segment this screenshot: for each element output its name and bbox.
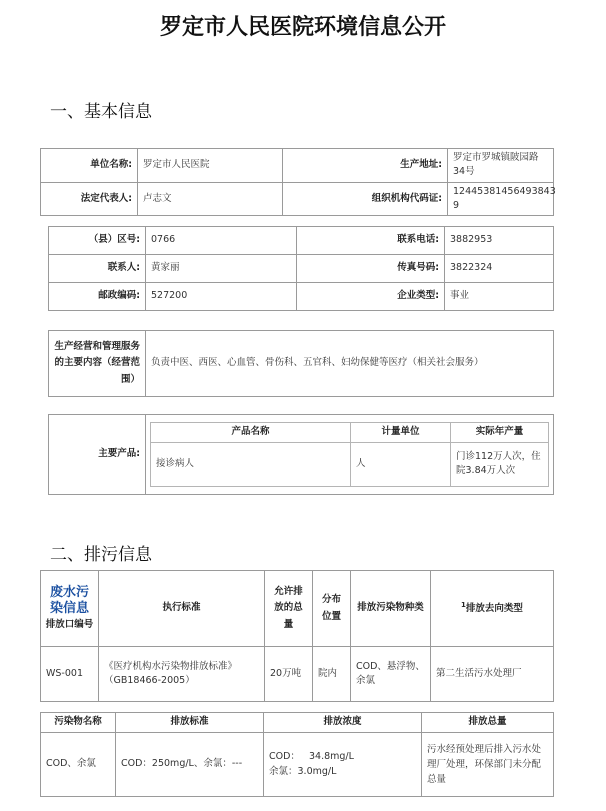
- unit-info-table: [40, 148, 554, 216]
- legal-rep-value: 卢志文: [138, 182, 283, 216]
- address-label: 生产地址:: [283, 149, 448, 183]
- emission-standard-cell: COD：250mg/L、余氯：---: [116, 733, 264, 797]
- discharge-destination-header-cell: [431, 571, 554, 647]
- fax-label: 传真号码:: [297, 255, 445, 283]
- emission-standard-header: 排放标准: [116, 713, 264, 733]
- unit-measure-cell: 人: [351, 442, 451, 486]
- outlet-code-header: 排放口编号: [45, 619, 94, 631]
- outlet-code-cell: WS-001: [41, 647, 99, 702]
- location-header: 分布位置: [313, 571, 351, 647]
- allowed-total-header: 允许排放的总量: [265, 571, 313, 647]
- contact-person-value: 黄家丽: [146, 255, 297, 283]
- pollutant-name-cell: COD、余氯: [41, 733, 116, 797]
- standard-header: 执行标准: [99, 571, 265, 647]
- zip-code-label: 邮政编码:: [49, 283, 146, 311]
- zip-code-value: 527200: [146, 283, 297, 311]
- unit-name-label: 单位名称:: [41, 149, 138, 183]
- phone-label: 联系电话:: [297, 227, 445, 255]
- pollutant-name-header: 污染物名称: [41, 713, 116, 733]
- section-heading-basic-info: 一、基本信息: [50, 102, 152, 122]
- pollutant-types-cell: COD、悬浮物、余氯: [351, 647, 431, 702]
- business-scope-table: [48, 330, 554, 397]
- main-products-label: 主要产品:: [49, 415, 146, 495]
- discharge-destination-header: 排放去向类型: [465, 603, 523, 615]
- product-name-header: 产品名称: [151, 423, 351, 442]
- section-heading-emission-info: 二、排污信息: [50, 545, 152, 565]
- outlet-table: [40, 570, 554, 702]
- unit-measure-header: 计量单位: [351, 423, 451, 442]
- location-cell: 院内: [313, 647, 351, 702]
- emission-total-header: 排放总量: [422, 713, 554, 733]
- org-code-label: 组织机构代码证:: [283, 182, 448, 216]
- emission-concentration-header: 排放浓度: [264, 713, 422, 733]
- contact-person-label: 联系人:: [49, 255, 146, 283]
- fax-value: 3822324: [445, 255, 554, 283]
- area-code-value: 0766: [146, 227, 297, 255]
- annual-output-header: 实际年产量: [451, 423, 549, 442]
- contact-info-table: [48, 226, 554, 311]
- company-type-value: 事业: [445, 283, 554, 311]
- main-products-table: [48, 414, 554, 495]
- pollutant-types-header: 排放污染物种类: [351, 571, 431, 647]
- emission-total-cell: 污水经预处理后排入污水处理厂处理，环保部门未分配总量: [422, 733, 554, 797]
- legal-rep-label: 法定代表人:: [41, 182, 138, 216]
- annual-output-cell: 门诊112万人次，住院3.84万人次: [451, 442, 549, 486]
- unit-name-value: 罗定市人民医院: [138, 149, 283, 183]
- wastewater-info-label: 废水污染信息: [49, 584, 89, 616]
- business-scope-value: 负责中医、西医、心血管、骨伤科、五官科、妇幼保健等医疗（相关社会服务）: [146, 331, 554, 397]
- address-value: 罗定市罗城镇陂园路34号: [448, 149, 554, 183]
- product-name-cell: 接诊病人: [151, 442, 351, 486]
- org-code-value: 12445381456493843​9: [448, 182, 554, 216]
- area-code-label: （县）区号:: [49, 227, 146, 255]
- concentration-cod: COD： 34.8mg/L: [269, 751, 354, 763]
- company-type-label: 企业类型:: [297, 283, 445, 311]
- emission-concentration-cell: [264, 733, 422, 797]
- business-scope-label: 生产经营和管理服务的主要内容（经营范围）: [49, 331, 146, 397]
- standard-cell: 《医疗机构水污染物排放标准》（GB18466-2005）: [99, 647, 265, 702]
- emission-table: [40, 712, 554, 797]
- allowed-total-cell: 20万吨: [265, 647, 313, 702]
- concentration-chlorine: 余氯：3.0mg/L: [269, 765, 337, 777]
- phone-value: 3882953: [445, 227, 554, 255]
- footnote-mark: 1: [461, 601, 466, 610]
- page-title: 罗定市人民医院环境信息公开: [159, 14, 446, 40]
- discharge-destination-cell: 第二生活污水处理厂: [431, 647, 554, 702]
- products-inner-table: [150, 422, 549, 486]
